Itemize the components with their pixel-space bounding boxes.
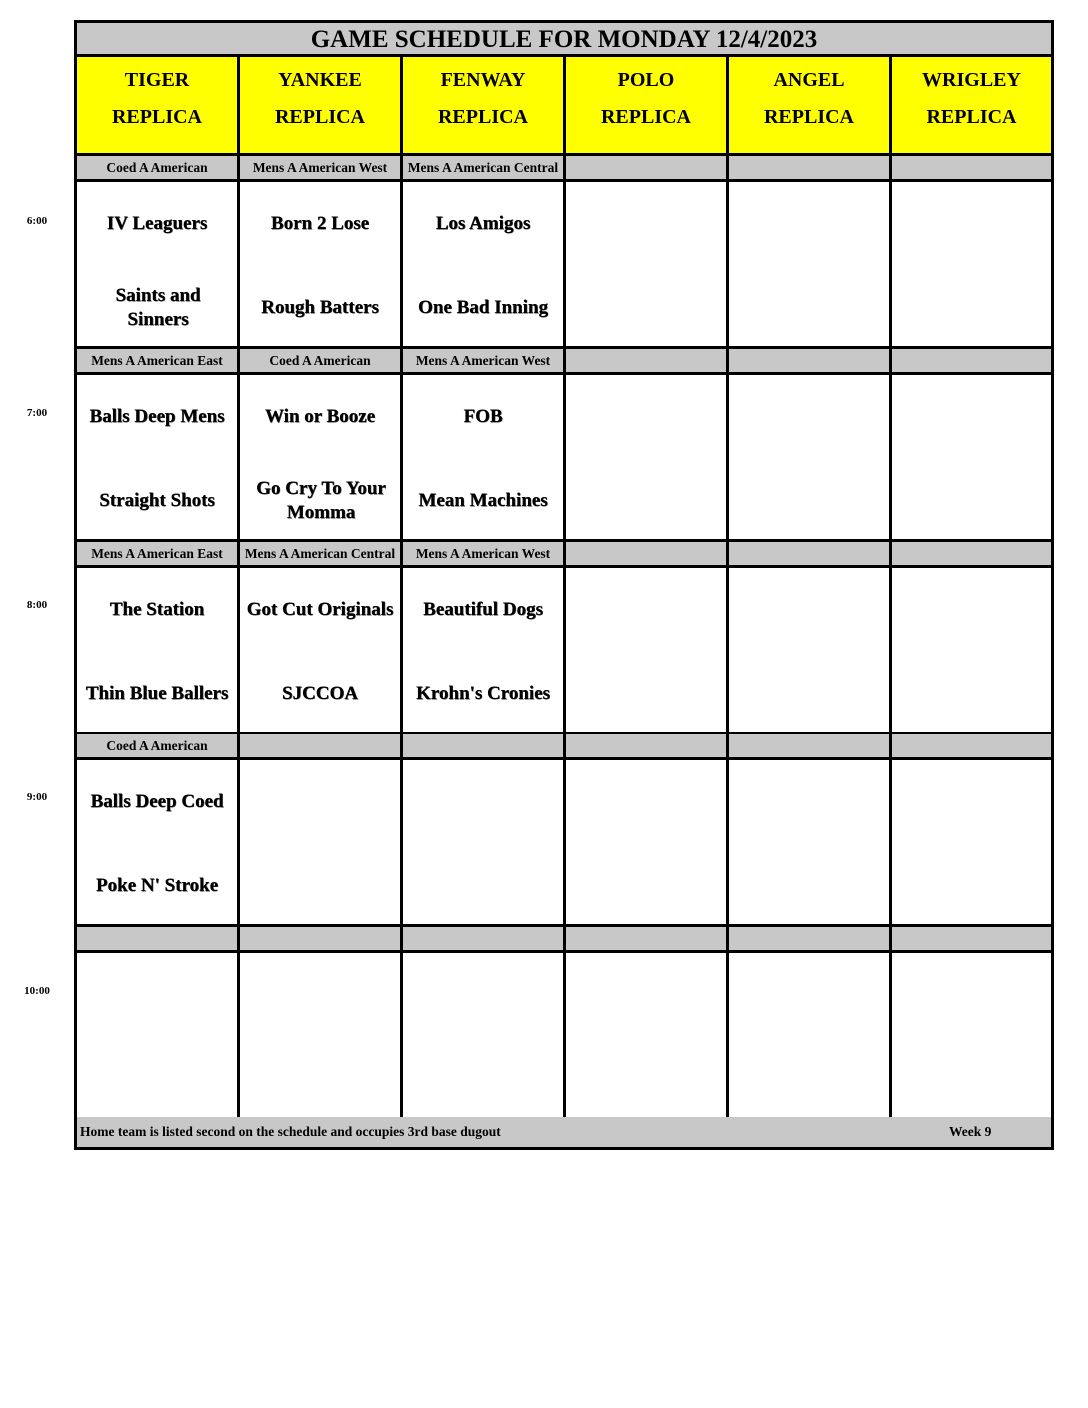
- division-label: [729, 734, 892, 757]
- game-cell: [77, 953, 240, 1117]
- away-team: The Station: [109, 599, 205, 620]
- game-cell: [729, 953, 892, 1117]
- division-label: Mens A American West: [240, 156, 403, 179]
- field-name: ANGEL: [773, 69, 845, 91]
- game-cell: [240, 182, 403, 346]
- field-name: WRIGLEY: [922, 69, 1021, 91]
- field-header-angel: [729, 57, 892, 153]
- home-team: Rough Batters: [261, 297, 379, 318]
- home-team: Thin Blue Ballers: [85, 683, 229, 704]
- time-label: 9:00: [26, 791, 48, 803]
- game-cell: [403, 182, 566, 346]
- time-label: 6:00: [26, 215, 48, 227]
- division-label: [403, 734, 566, 757]
- field-name: FENWAY: [440, 69, 526, 91]
- division-label: [892, 542, 1051, 565]
- schedule-table: [74, 20, 1054, 1150]
- game-cell: [77, 375, 240, 539]
- away-team: Got Cut Originals: [246, 599, 394, 620]
- game-cell: [240, 375, 403, 539]
- division-label: [892, 927, 1051, 950]
- field-header-yankee: [240, 57, 403, 153]
- division-label: [566, 734, 729, 757]
- division-label: Mens A American East: [77, 349, 240, 372]
- division-label: [729, 542, 892, 565]
- away-team: Los Amigos: [435, 213, 531, 234]
- division-label: [566, 927, 729, 950]
- home-team: Go Cry To Your Momma: [256, 478, 386, 523]
- division-label: [240, 927, 403, 950]
- division-row: [77, 542, 1051, 568]
- time-slot-block: [77, 156, 1051, 349]
- field-type: REPLICA: [600, 106, 691, 128]
- home-team: Krohn's Cronies: [416, 683, 550, 704]
- division-label: [892, 349, 1051, 372]
- game-row: [77, 182, 1051, 349]
- time-label: 7:00: [26, 407, 48, 419]
- game-cell: [77, 182, 240, 346]
- division-label: [403, 927, 566, 950]
- game-cell: [892, 568, 1051, 732]
- away-team: Balls Deep Coed: [90, 791, 224, 812]
- division-label: [729, 349, 892, 372]
- division-label: Mens A American West: [403, 349, 566, 372]
- game-cell: [566, 375, 729, 539]
- division-label: Coed A American: [77, 156, 240, 179]
- away-team: IV Leaguers: [106, 213, 208, 234]
- field-type: REPLICA: [437, 106, 528, 128]
- game-cell: [566, 568, 729, 732]
- game-cell: [403, 568, 566, 732]
- field-header-polo: [566, 57, 729, 153]
- game-row: [77, 375, 1051, 542]
- game-cell: [403, 375, 566, 539]
- game-cell: [77, 760, 240, 924]
- game-cell: [892, 375, 1051, 539]
- division-label: [892, 734, 1051, 757]
- time-slot-block: [77, 734, 1051, 927]
- field-type: REPLICA: [111, 106, 202, 128]
- division-label: Coed A American: [240, 349, 403, 372]
- division-row: [77, 927, 1051, 953]
- game-cell: [892, 953, 1051, 1117]
- week-label: Week 9: [949, 1124, 992, 1139]
- division-label: [566, 349, 729, 372]
- time-label: 10:00: [24, 985, 50, 997]
- home-team: One Bad Inning: [418, 297, 548, 318]
- game-cell: [403, 953, 566, 1117]
- game-cell: [77, 568, 240, 732]
- game-cell: [240, 953, 403, 1117]
- division-label: [729, 156, 892, 179]
- away-team: FOB: [463, 406, 503, 427]
- division-label: [892, 156, 1051, 179]
- field-type: REPLICA: [926, 106, 1017, 128]
- game-row: [77, 953, 1051, 1120]
- division-row: [77, 349, 1051, 375]
- game-cell: [729, 760, 892, 924]
- game-cell: [892, 760, 1051, 924]
- division-label: Coed A American: [77, 734, 240, 757]
- game-cell: [566, 182, 729, 346]
- field-name: POLO: [617, 69, 675, 91]
- field-name: TIGER: [124, 69, 190, 91]
- time-slot-block: [77, 927, 1051, 1120]
- field-type: REPLICA: [274, 106, 365, 128]
- division-label: [566, 156, 729, 179]
- game-cell: [566, 953, 729, 1117]
- field-name: YANKEE: [278, 69, 362, 91]
- game-cell: [729, 375, 892, 539]
- division-label: Mens A American East: [77, 542, 240, 565]
- division-row: [77, 734, 1051, 760]
- time-label: 8:00: [26, 599, 48, 611]
- away-team: Balls Deep Mens: [89, 406, 225, 427]
- home-team: Poke N' Stroke: [95, 875, 219, 896]
- game-cell: [729, 182, 892, 346]
- division-label: [566, 542, 729, 565]
- game-cell: [240, 760, 403, 924]
- game-cell: [892, 182, 1051, 346]
- home-team: Saints and Sinners: [115, 285, 201, 330]
- away-team: Beautiful Dogs: [423, 599, 543, 620]
- division-row: [77, 156, 1051, 182]
- time-slot-block: [77, 542, 1051, 735]
- field-header-wrigley: [892, 57, 1051, 153]
- home-team-note: Home team is listed second on the schedule and occupies 3rd base dugout: [80, 1124, 501, 1139]
- field-type: REPLICA: [763, 106, 854, 128]
- field-header-row: [77, 57, 1051, 156]
- game-cell: [403, 760, 566, 924]
- home-team: Straight Shots: [99, 490, 215, 511]
- division-label: [240, 734, 403, 757]
- division-label: Mens A American Central: [240, 542, 403, 565]
- game-row: [77, 568, 1051, 735]
- home-team: SJCCOA: [281, 683, 358, 704]
- home-team: Mean Machines: [418, 490, 548, 511]
- time-slot-block: [77, 349, 1051, 542]
- away-team: Born 2 Lose: [270, 213, 370, 234]
- division-label: [77, 927, 240, 950]
- division-label: Mens A American West: [403, 542, 566, 565]
- field-header-fenway: [403, 57, 566, 153]
- away-team: Win or Booze: [264, 406, 376, 427]
- game-cell: [240, 568, 403, 732]
- game-cell: [566, 760, 729, 924]
- division-label: [729, 927, 892, 950]
- field-header-tiger: [77, 57, 240, 153]
- schedule-title: GAME SCHEDULE FOR MONDAY 12/4/2023: [77, 23, 1051, 57]
- game-row: [77, 760, 1051, 927]
- division-label: Mens A American Central: [403, 156, 566, 179]
- schedule-footer: [77, 1117, 1051, 1147]
- game-cell: [729, 568, 892, 732]
